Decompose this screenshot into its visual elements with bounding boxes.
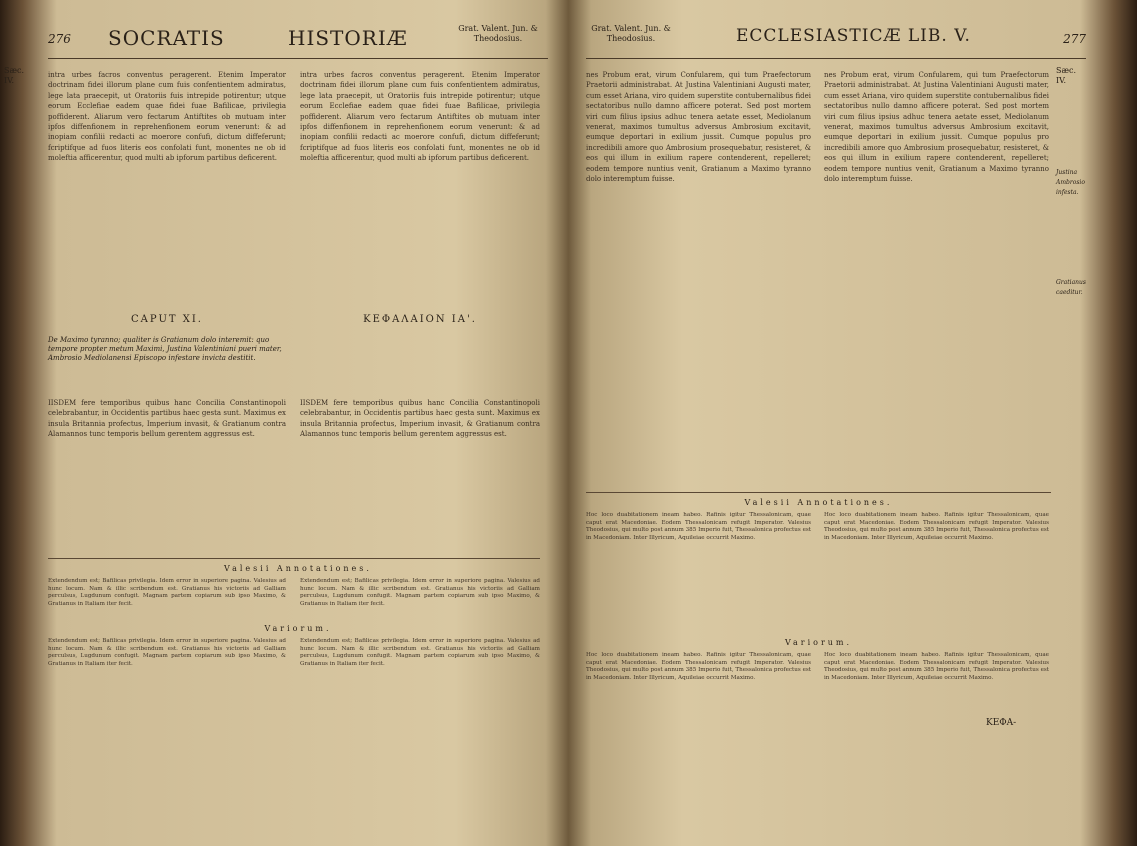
left-page bbox=[4, 18, 548, 830]
era-margin: Sæc. IV. bbox=[4, 66, 25, 85]
latin-column: intra urbes facros conventus peragerent. Etenim Imperator doctrinam fidei illorum plane cum fuis confentientem admiratus, lege lata praecepit, ut Oratoriis fuis intrepide potirentur; utque eorum Ecclefiae eadem quae fidei fuae Bafilicae, privilegia poffiderent. Aliarum vero fectarum Antiftites ob mutuam inter ipfos diffenfionem in reprehenfionem eorum venerunt: & ad inopiam confilii redacti ac moerore confufi, dictum diffeferunt; fcriptifque ad fuos literis eos confolati funt, monentes ne ob id moleftia afficerentur, quod multi ab ipforum partibus deficerent. bbox=[48, 71, 286, 163]
variorum-text-2: Hoc loco duabitationem ineam habeo. Rafinis igitur Thessalonicam, quae caput erat Macedoniae. Eodem Thessalonicam refugit Imperator. Valesius Theodosius, qui multo post annum 385 Imperio fuit, Thessalonica profectus est in Macedoniam. Inter Illyricum, Aquileiae occurrit Maximo. bbox=[824, 652, 1049, 681]
greek-column: nes Probum erat, virum Confularem, qui tum Praefectorum Praetorii administrabat. At Justina Valentiniani Augusti mater, cum esset Ariana, viro quidem superstite contubernalibus fidei sectatoribus nullo damno afficere poterat. Sed post mortem viri cum filius ipsius adhuc tenera aetate esset, Mediolanum venerat, maximos tumultus adversus Ambrosium excitavit, eumque deportari in exilium jussit. Cumque populus pro incredibili amore quo Ambrosium prosequebatur, resisteret, & eos qui illum in exilium rapere contenderent, repelleret; eodem tempore nuntius venit, Gratianum a Maximo tyranno dolo interemptum fuisse. bbox=[586, 71, 811, 184]
chapter-summary: De Maximo tyranno; qualiter is Gratianum dolo interemit: quo tempore propter metum Maximi, Justina Valentiniani pueri mater, Ambrosio Mediolanensi Episcopo infestare invicta destitit. bbox=[48, 336, 282, 362]
right-header bbox=[586, 18, 1086, 59]
running-head: ECCLESIASTICÆ LIB. V. bbox=[736, 26, 971, 46]
variorum-text: Hoc loco duabitationem ineam habeo. Rafinis igitur Thessalonicam, quae caput erat Macedoniae. Eodem Thessalonicam refugit Imperator. Valesius Theodosius, qui multo post annum 385 Imperio fuit, Thessalonica profectus est in Macedoniam. Inter Illyricum, Aquileiae occurrit Maximo. bbox=[586, 652, 811, 681]
running-subhead: Grat. Valent. Jun. & Theodosius. bbox=[591, 24, 671, 43]
notes-text-2: Extendendum est; Bafilicas privilegia. Idem error in superiore pagina. Valesius ad hunc locum. Nam & illic scribendum est. Gratianus his victoriis ad Galliam perculsus, Lugdunum confugit. Magnam partem copiarum sub ipso Maximo, & Gratianus in Italiam iter fecit. bbox=[300, 578, 540, 607]
page-number: 277 bbox=[1063, 32, 1086, 46]
page-number: 276 bbox=[48, 32, 71, 46]
margin-note: Gratianus caeditur. bbox=[1056, 279, 1086, 296]
variorum-heading: Variorum. bbox=[784, 638, 853, 647]
variorum-text-2: Extendendum est; Bafilicas privilegia. Idem error in superiore pagina. Valesius ad hunc locum. Nam & illic scribendum est. Gratianus his victoriis ad Galliam perculsus, Lugdunum confugit. Magnam partem copiarum sub ipso Maximo, & Gratianus in Italiam iter fecit. bbox=[300, 638, 540, 667]
latin-column: nes Probum erat, virum Confularem, qui tum Praefectorum Praetorii administrabat. At Justina Valentiniani Augusti mater, cum esset Ariana, viro quidem superstite contubernalibus fidei sectatoribus nullo damno afficere poterat. Sed post mortem viri cum filius ipsius adhuc tenera aetate esset, Mediolanum venerat, maximos tumultus adversus Ambrosium excitavit, eumque deportari in exilium jussit. Cumque populus pro incredibili amore quo Ambrosium prosequebatur, resisteret, & eos qui illum in exilium rapere contenderent, repelleret; eodem tempore nuntius venit, Gratianum a Maximo tyranno dolo interemptum fuisse. bbox=[824, 71, 1049, 184]
catchword: ΚΕΦΑ- bbox=[986, 718, 1017, 728]
variorum-heading: Variorum. bbox=[264, 624, 332, 633]
running-subhead: Grat. Valent. Jun. & Theodosius. bbox=[458, 24, 538, 43]
right-page bbox=[586, 18, 1086, 830]
chapter-heading-latin: CAPUT XI. bbox=[131, 314, 203, 325]
notes-text: Extendendum est; Bafilicas privilegia. Idem error in superiore pagina. Valesius ad hunc locum. Nam & illic scribendum est. Gratianus his victoriis ad Galliam perculsus, Lugdunum confugit. Magnam partem copiarum sub ipso Maximo, & Gratianus in Italiam iter fecit. bbox=[48, 578, 286, 607]
variorum-text: Extendendum est; Bafilicas privilegia. Idem error in superiore pagina. Valesius ad hunc locum. Nam & illic scribendum est. Gratianus his victoriis ad Galliam perculsus, Lugdunum confugit. Magnam partem copiarum sub ipso Maximo, & Gratianus in Italiam iter fecit. bbox=[48, 638, 286, 667]
greek-column-2: IISDEM fere temporibus quibus hanc Concilia Constantinopoli celebrabantur, in Occidentis partibus haec gesta sunt. Maximus ex insula Britannia profectus, Imperium invasit, & Gratianum contra Alamannos tunc temporis bellum gerentem aggressus est. bbox=[300, 399, 540, 439]
notes-text: Hoc loco duabitationem ineam habeo. Rafinis igitur Thessalonicam, quae caput erat Macedoniae. Eodem Thessalonicam refugit Imperator. Valesius Theodosius, qui multo post annum 385 Imperio fuit, Thessalonica profectus est in Macedoniam. Inter Illyricum, Aquileiae occurrit Maximo. bbox=[586, 512, 811, 541]
divider bbox=[586, 492, 1051, 493]
notes-text-2: Hoc loco duabitationem ineam habeo. Rafinis igitur Thessalonicam, quae caput erat Macedoniae. Eodem Thessalonicam refugit Imperator. Valesius Theodosius, qui multo post annum 385 Imperio fuit, Thessalonica profectus est in Macedoniam. Inter Illyricum, Aquileiae occurrit Maximo. bbox=[824, 512, 1049, 541]
notes-heading: Valesii Annotationes. bbox=[744, 498, 893, 507]
notes-heading: Valesii Annotationes. bbox=[224, 564, 372, 573]
era-margin: Sæc. IV. bbox=[1056, 66, 1077, 85]
running-head: SOCRATIS bbox=[108, 26, 225, 50]
left-header bbox=[48, 18, 548, 59]
chapter-heading-greek: ΚΕΦΑΛΑΙΟΝ ΙΑ'. bbox=[363, 314, 477, 325]
running-head-greek: HISTORIÆ bbox=[288, 26, 408, 50]
margin-note: Justina Ambrosio infesta. bbox=[1056, 169, 1085, 196]
greek-column: intra urbes facros conventus peragerent. Etenim Imperator doctrinam fidei illorum plane cum fuis confentientem admiratus, lege lata praecepit, ut Oratoriis fuis intrepide potirentur; utque eorum Ecclefiae eadem quae fidei fuae Bafilicae, privilegia poffiderent. Aliarum vero fectarum Antiftites ob mutuam inter ipfos diffenfionem in reprehenfionem eorum venerunt: & ad inopiam confilii redacti ac moerore confufi, dictum diffeferunt; fcriptifque ad fuos literis eos confolati funt, monentes ne ob id moleftia afficerentur, quod multi ab ipforum partibus deficerent. bbox=[300, 71, 540, 163]
divider bbox=[48, 558, 540, 559]
latin-column-2: IISDEM fere temporibus quibus hanc Concilia Constantinopoli celebrabantur, in Occidentis partibus haec gesta sunt. Maximus ex insula Britannia profectus, Imperium invasit, & Gratianum contra Alamannos tunc temporis bellum gerentem aggressus est. bbox=[48, 399, 286, 439]
